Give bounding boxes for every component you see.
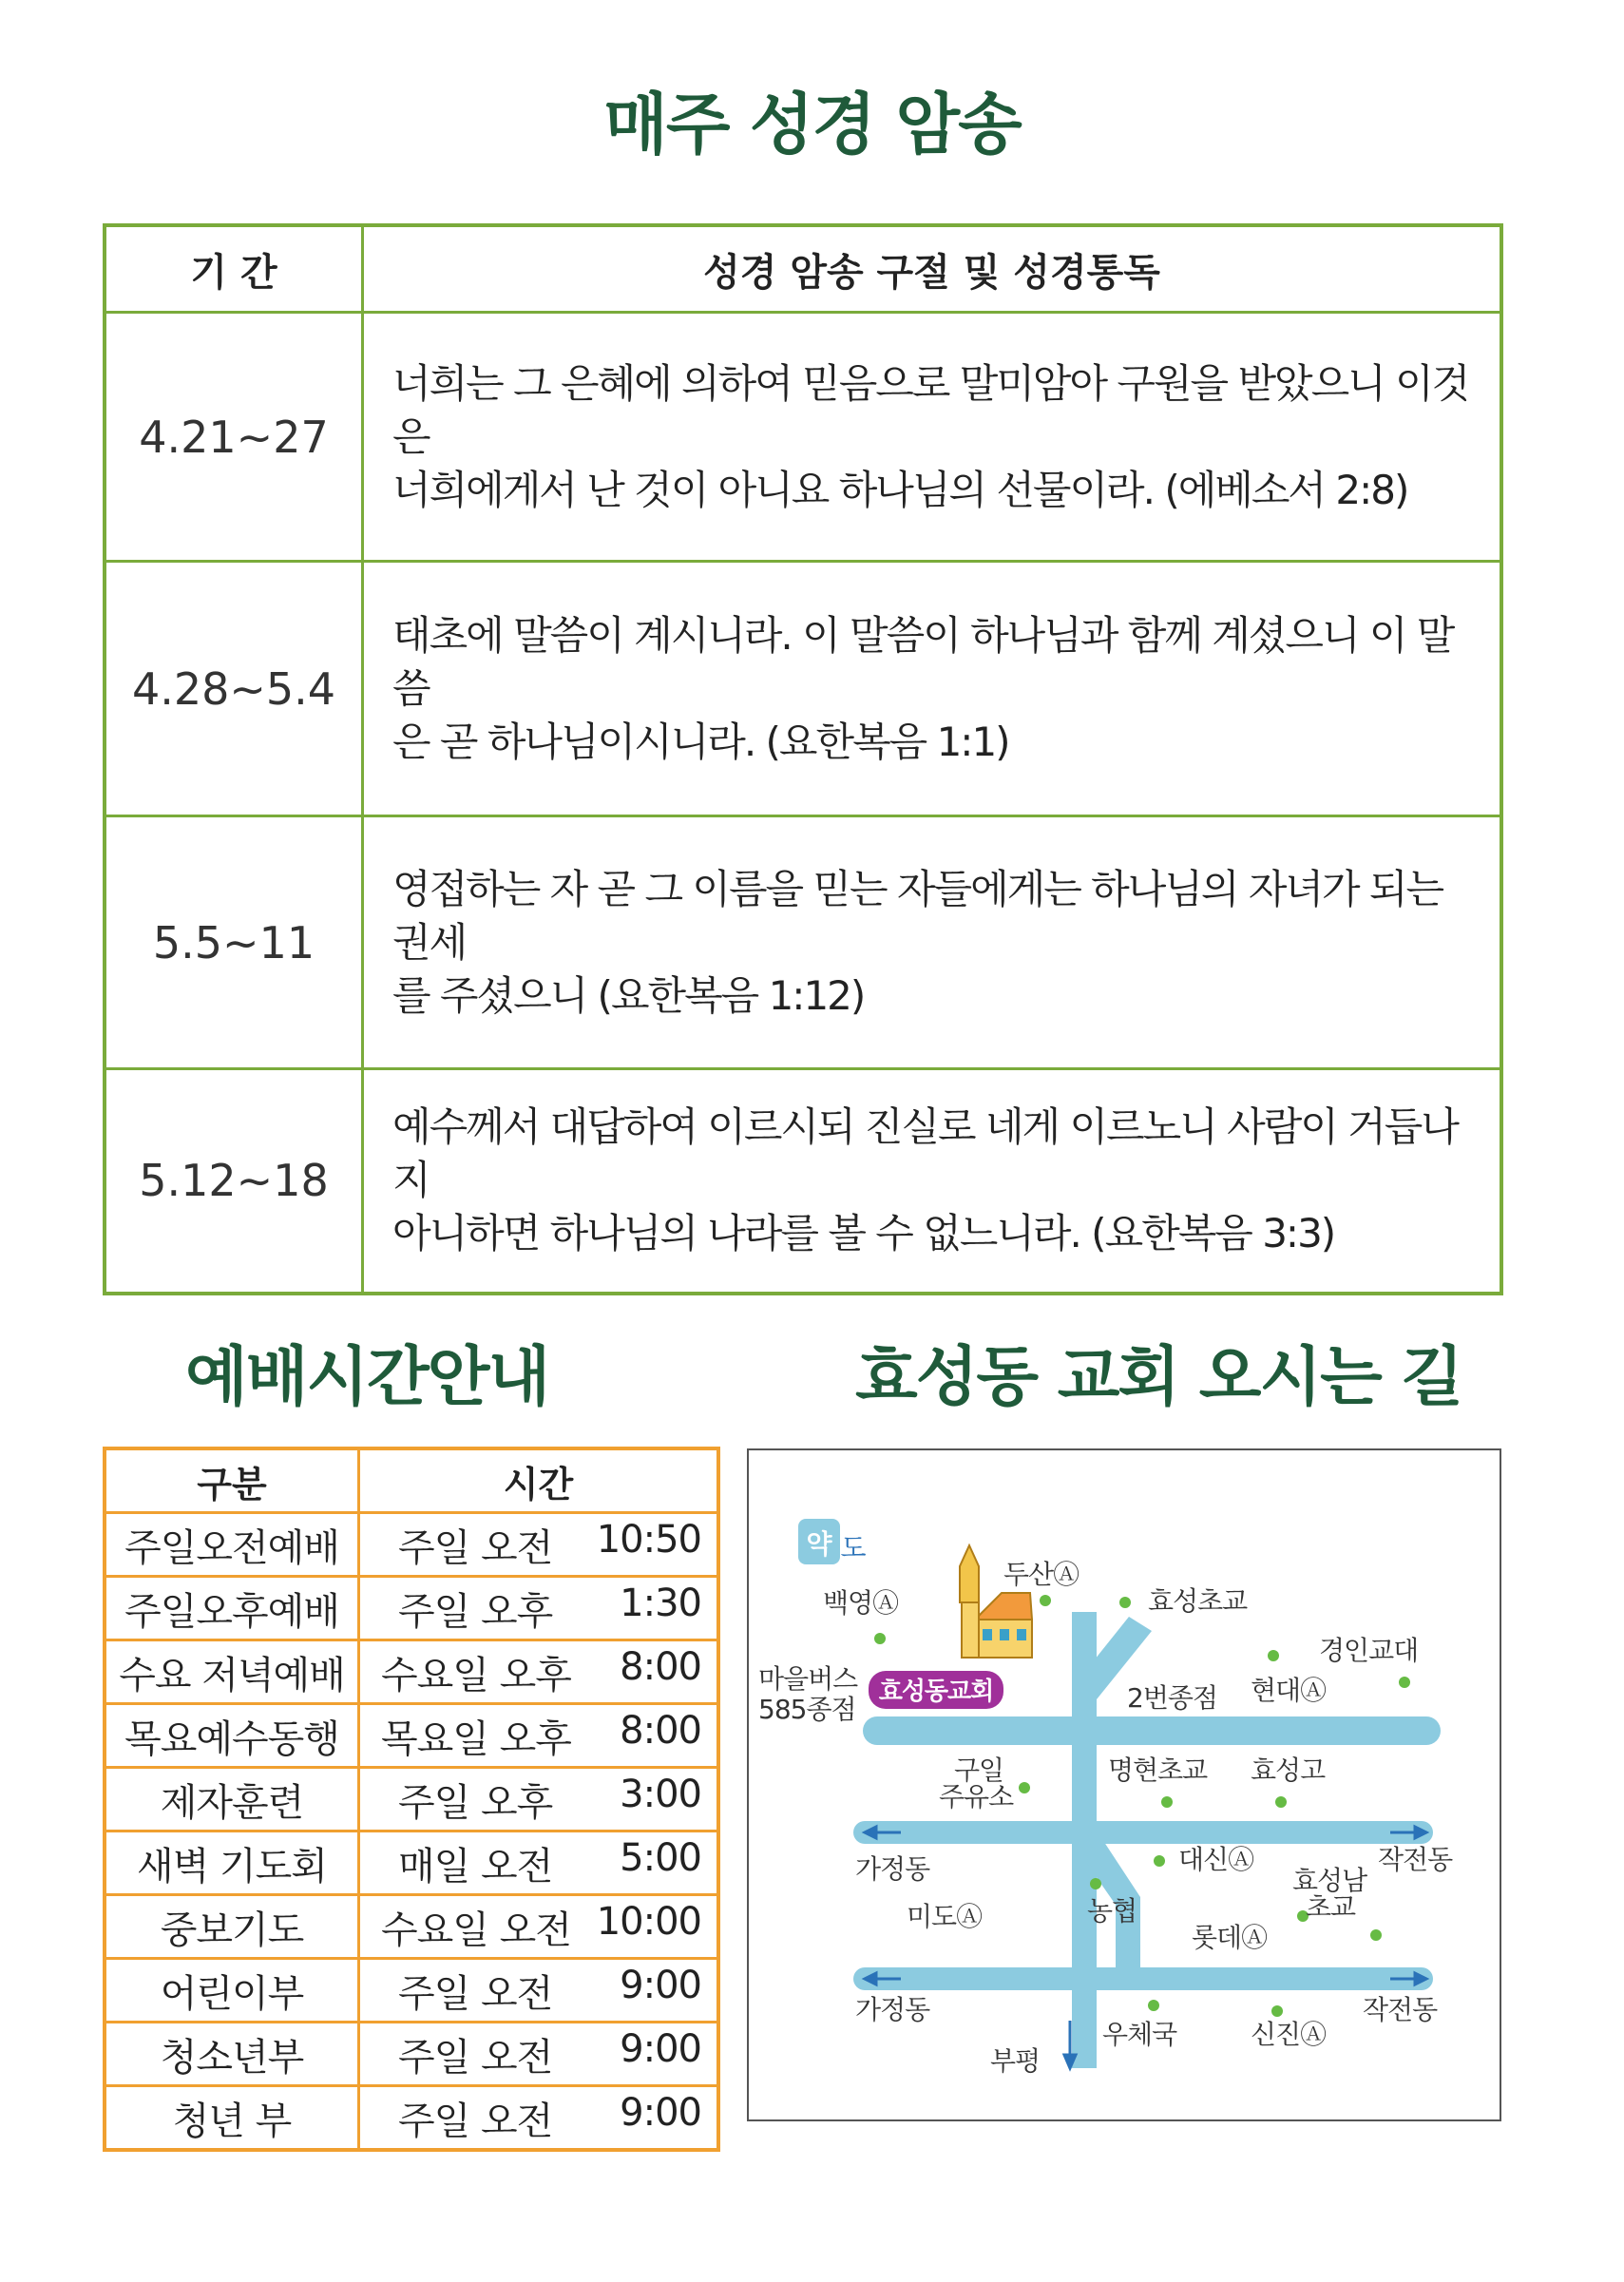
location-dot-icon — [1268, 1650, 1279, 1661]
row-category: 중보기도 — [105, 1895, 359, 1959]
map-label: 효성초교 — [1148, 1585, 1248, 1617]
row-clock: 9:00 — [620, 2090, 701, 2135]
row-category: 목요예수동행 — [105, 1704, 359, 1768]
row-clock: 10:00 — [596, 1899, 701, 1944]
table-row — [105, 2023, 718, 2086]
row-day: 목요일 오후 — [381, 1716, 571, 1761]
location-dot-icon — [1370, 1929, 1382, 1941]
map-label: 구일 — [954, 1755, 1004, 1786]
row-time — [359, 1513, 719, 1577]
location-dot-icon — [1271, 2005, 1283, 2017]
map-label: 가정동 — [855, 1994, 930, 2025]
map-svg — [749, 1450, 1500, 2119]
location-dot-icon — [1019, 1782, 1030, 1793]
row-clock: 10:50 — [596, 1517, 701, 1562]
verse-line: 태초에 말씀이 계시니라. 이 말씀이 하나님과 함께 계셨으니 이 말씀 — [392, 611, 1454, 712]
row-time — [359, 1640, 719, 1704]
location-dot-icon — [1154, 1855, 1165, 1867]
row-verse — [363, 816, 1502, 1069]
map-label: 대신Ⓐ — [1178, 1844, 1254, 1875]
row-time — [359, 2086, 719, 2151]
row-clock: 1:30 — [620, 1581, 701, 1625]
worship-section-title: 예배시간안내 — [185, 1340, 549, 1415]
row-time — [359, 1959, 719, 2023]
row-period: 5.5~11 — [105, 816, 363, 1069]
row-time — [359, 1577, 719, 1640]
location-dot-icon — [1040, 1595, 1051, 1606]
location-dot-icon — [874, 1633, 886, 1644]
map-label: 현대Ⓐ — [1251, 1675, 1327, 1706]
worship-table-header — [105, 1448, 718, 1513]
verse-line: 예수께서 대답하여 이르시되 진실로 네게 이르노니 사람이 거듭나지 — [392, 1103, 1458, 1204]
table-row — [105, 1704, 718, 1768]
road-main-horizontal — [863, 1716, 1441, 1745]
location-dot-icon — [1161, 1796, 1173, 1808]
location-dot-icon — [1148, 2000, 1159, 2011]
row-period: 5.12~18 — [105, 1069, 363, 1294]
map-label: 미도Ⓐ — [907, 1901, 983, 1932]
verse-line: 를 주셨으니 (요한복음 1:12) — [392, 971, 865, 1019]
table-row — [105, 1513, 718, 1577]
row-clock: 8:00 — [620, 1708, 701, 1753]
row-day: 주일 오전 — [398, 1971, 553, 2016]
verse-line: 너희에게서 난 것이 아니요 하나님의 선물이라. (에베소서 2:8) — [392, 466, 1408, 513]
verse-section-title: 매주 성경 암송 — [603, 86, 1021, 163]
verse-table-header — [105, 225, 1501, 313]
table-row — [105, 1768, 718, 1831]
row-day: 주일 오전 — [398, 2035, 553, 2080]
row-clock: 8:00 — [620, 1644, 701, 1689]
table-row — [105, 1895, 718, 1959]
church-label: 효성동교회 — [878, 1678, 994, 1706]
row-time — [359, 2023, 719, 2086]
road-middle-horizontal — [853, 1821, 1433, 1844]
row-time — [359, 1768, 719, 1831]
map-label: 농협 — [1087, 1895, 1137, 1927]
map-label: 2번종점 — [1127, 1682, 1217, 1714]
table-row — [105, 816, 1501, 1069]
road-lower-horizontal — [853, 1967, 1433, 1990]
row-category: 주일오후예배 — [105, 1577, 359, 1640]
map-label: 효성고 — [1251, 1755, 1326, 1786]
map-label: 585종점 — [758, 1694, 856, 1725]
map-label: 경인교대 — [1319, 1635, 1419, 1666]
map-label: 작전동 — [1363, 1994, 1438, 2025]
verse-line: 은 곧 하나님이시니라. (요한복음 1:1) — [392, 718, 1009, 765]
row-category: 청소년부 — [105, 2023, 359, 2086]
row-day: 주일 오전 — [398, 2099, 553, 2143]
row-clock: 9:00 — [620, 2026, 701, 2071]
map-label: 신진Ⓐ — [1251, 2019, 1327, 2050]
row-category: 청년 부 — [105, 2086, 359, 2151]
header-category: 구분 — [105, 1448, 359, 1513]
verse-line: 아니하면 하나님의 나라를 볼 수 없느니라. (요한복음 3:3) — [392, 1210, 1335, 1257]
row-day: 수요일 오전 — [381, 1908, 571, 1952]
location-dot-icon — [1090, 1878, 1101, 1889]
row-time — [359, 1704, 719, 1768]
row-time — [359, 1895, 719, 1959]
row-category: 수요 저녁예배 — [105, 1640, 359, 1704]
map-label: 효성남 — [1292, 1865, 1367, 1896]
location-dot-icon — [1119, 1597, 1131, 1608]
directions-map — [747, 1448, 1501, 2121]
row-verse — [363, 562, 1502, 816]
row-verse — [363, 1069, 1502, 1294]
map-label: 명현초교 — [1108, 1755, 1208, 1786]
table-row — [105, 1959, 718, 2023]
row-day: 매일 오전 — [398, 1844, 553, 1889]
worship-table — [103, 1447, 720, 2152]
row-category: 어린이부 — [105, 1959, 359, 2023]
map-label: 도 — [840, 1532, 867, 1563]
row-day: 주일 오전 — [398, 1525, 553, 1570]
table-row — [105, 1577, 718, 1640]
row-clock: 5:00 — [620, 1835, 701, 1880]
row-time — [359, 1831, 719, 1895]
header-time: 시간 — [359, 1448, 719, 1513]
verse-table — [103, 223, 1503, 1295]
table-row — [105, 1831, 718, 1895]
header-period: 기 간 — [105, 225, 363, 313]
map-label: 약 — [806, 1528, 832, 1560]
row-period: 4.21~27 — [105, 313, 363, 562]
table-row — [105, 1640, 718, 1704]
map-label: 롯데Ⓐ — [1192, 1922, 1268, 1953]
row-category: 새벽 기도회 — [105, 1831, 359, 1895]
header-verse-text: 성경 암송 구절 및 성경통독 — [363, 225, 1502, 313]
row-category: 주일오전예배 — [105, 1513, 359, 1577]
map-label: 작전동 — [1378, 1844, 1453, 1875]
map-label: 마을버스 — [758, 1663, 858, 1695]
location-dot-icon — [1275, 1796, 1287, 1808]
row-period: 4.28~5.4 — [105, 562, 363, 816]
row-clock: 9:00 — [620, 1963, 701, 2007]
verse-line: 영접하는 자 곧 그 이름을 믿는 자들에게는 하나님의 자녀가 되는 권세 — [392, 865, 1443, 966]
map-label: 우체국 — [1102, 2019, 1177, 2050]
table-row — [105, 1069, 1501, 1294]
row-verse — [363, 313, 1502, 562]
row-day: 주일 오후 — [398, 1589, 553, 1634]
row-day: 주일 오후 — [398, 1780, 553, 1825]
map-label: 주유소 — [939, 1781, 1014, 1812]
row-category: 제자훈련 — [105, 1768, 359, 1831]
location-dot-icon — [1399, 1677, 1410, 1688]
map-label: 초교 — [1306, 1891, 1356, 1923]
map-label: 가정동 — [855, 1853, 930, 1885]
map-label: 부평 — [990, 2045, 1041, 2077]
map-label: 두산Ⓐ — [1003, 1559, 1079, 1590]
row-clock: 3:00 — [620, 1772, 701, 1816]
table-row — [105, 2086, 718, 2151]
row-day: 수요일 오후 — [381, 1653, 571, 1697]
directions-section-title: 효성동 교회 오시는 길 — [855, 1340, 1462, 1415]
table-row — [105, 313, 1501, 562]
table-row — [105, 562, 1501, 816]
map-label: 백영Ⓐ — [823, 1587, 899, 1619]
verse-line: 너희는 그 은혜에 의하여 믿음으로 말미암아 구원을 받았으니 이것은 — [392, 359, 1469, 460]
